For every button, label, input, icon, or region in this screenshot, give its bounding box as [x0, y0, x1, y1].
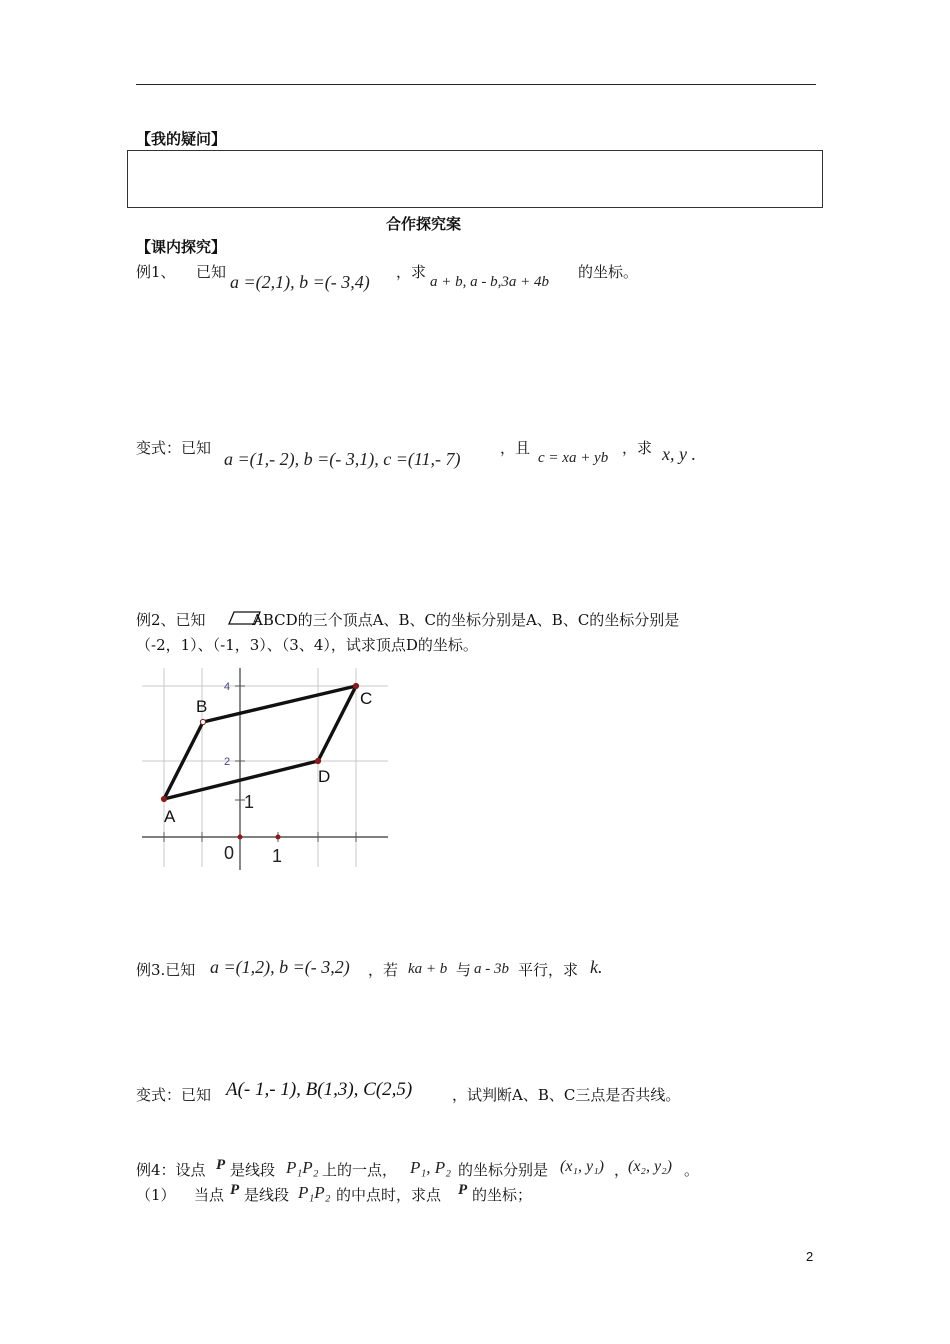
ex4-q1-b: 是线段 [244, 1186, 290, 1204]
ex1-mid: ，求 [396, 263, 427, 281]
var1-ask: x, y . [662, 444, 696, 464]
ex1-given-vectors: a =(2,1), b =(- 3,4) [230, 272, 370, 292]
vertex-d [315, 758, 320, 763]
ex4-line1-b: 是线段 [230, 1161, 276, 1179]
var2-given-points: A(- 1,- 1), B(1,3), C(2,5) [226, 1079, 413, 1100]
section-my-questions: 【我的疑问】 [136, 130, 227, 148]
ex4-line1-d: 的坐标分别是 [458, 1161, 549, 1179]
vertex-b [200, 719, 205, 724]
ex1-prefix: 已知 [196, 263, 227, 281]
ex2-line2: （-2，1）、（-1，3）、（3、4），试求顶点D的坐标。 [136, 636, 478, 654]
vertex-label-c: C [360, 689, 373, 708]
ex3-expr1: ka + b [408, 961, 448, 977]
ex3-expr2: a - 3b [474, 961, 509, 977]
x-tick-label-1: 1 [272, 846, 283, 866]
ex3-mid2: 与 [456, 961, 472, 979]
y-tick-label-2: 1 [244, 792, 255, 812]
ex2-prefix: 例2、已知 [136, 611, 206, 629]
var2-suffix: ，试判断A、B、C三点是否共线。 [452, 1086, 681, 1104]
var1-mid2: ，求 [622, 439, 653, 457]
var1-given-vectors: a =(1,- 2), b =(- 3,1), c =(11,- 7) [224, 449, 461, 469]
ex4-q1-point-P: P [230, 1182, 240, 1198]
var1-prefix: 变式：已知 [136, 439, 212, 457]
y-tick-label-0: 4 [224, 681, 231, 693]
ex4-q1-a: 当点 [194, 1186, 225, 1204]
x-one-point [276, 835, 281, 840]
ex4-q1-segment: P₁P₂ [298, 1183, 331, 1202]
ex3-given-vectors: a =(1,2), b =(- 3,2) [210, 957, 350, 977]
ex4-q1-point-P2: P [458, 1182, 468, 1198]
y-tick-label-1: 2 [224, 756, 231, 768]
vertex-c [353, 683, 358, 688]
ex1-label: 例1、 [136, 263, 176, 281]
ex4-point-P: P [216, 1157, 226, 1173]
ex4-line1-c: 上的一点， [322, 1161, 398, 1179]
ex4-q1-number: （1） [136, 1186, 176, 1204]
var1-mid: ，且 [500, 439, 531, 457]
ex4-q1-c: 的中点时，求点 [336, 1186, 442, 1204]
x-tick-label-0: 0 [224, 843, 235, 863]
question-box[interactable] [127, 150, 823, 208]
ex1-ask-expr: a + b, a - b,3a + 4b [430, 274, 549, 290]
page-number: 2 [806, 1249, 814, 1264]
ex3-label: 例3.已知 [136, 961, 196, 979]
var2-prefix: 变式：已知 [136, 1086, 212, 1104]
vertex-label-d: D [318, 767, 331, 786]
ex4-sep: ， [614, 1161, 630, 1179]
ex4-q1-d: 的坐标； [472, 1186, 533, 1204]
section-in-class-inquiry: 【课内探究】 [136, 238, 227, 256]
vertex-a [161, 796, 166, 801]
ex3-suffix: 平行，求 [518, 961, 579, 979]
ex4-end: 。 [684, 1161, 700, 1179]
ex4-coord1: (x₁, y₁) [560, 1158, 604, 1175]
header-rule [136, 84, 816, 85]
ex4-points-P1-P2: P₁, P₂ [410, 1158, 452, 1177]
ex1-suffix: 的坐标。 [578, 263, 639, 281]
vertex-label-a: A [164, 807, 176, 826]
var1-condition: c = xa + yb [538, 450, 609, 466]
origin-point [238, 835, 243, 840]
ex4-line1-a: 例4：设点 [136, 1161, 206, 1179]
ex3-mid: ，若 [368, 961, 399, 979]
ex2-line1-rest: ABCD的三个顶点A、B、C的坐标分别是A、B、C的坐标分别是 [252, 611, 680, 629]
heading-cooperative-inquiry: 合作探究案 [386, 215, 462, 233]
vertex-label-b: B [196, 697, 208, 716]
ex3-ask: k. [590, 957, 603, 977]
parallelogram-figure [138, 662, 390, 872]
ex4-segment-P1P2: P₁P₂ [286, 1158, 319, 1177]
ex4-coord2: (x₂, y₂) [628, 1158, 672, 1175]
